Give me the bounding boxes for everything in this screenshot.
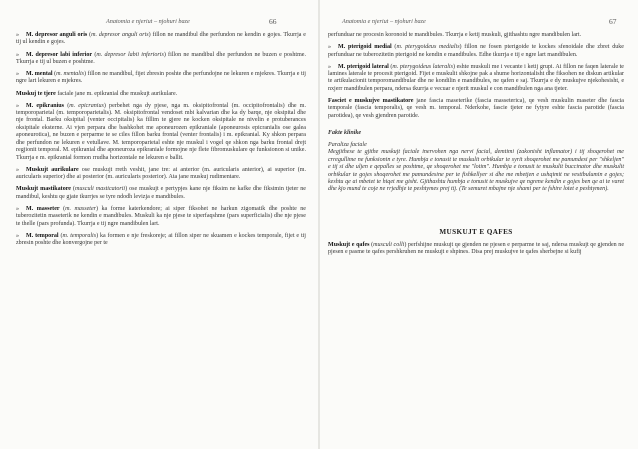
- bottom-text: perfshijne muskujt qe gjenden ne pjesen e perparme te saj, ndersa muskujt qe gjenden ne pjesen e pasme te qafes pershkruhen ne muskujt e shpines. Disa prej muskujve te qafes sherbejne si kufij: [328, 241, 624, 256]
- left-running-header: [16, 18, 306, 32]
- latin-term: m. temporalis: [62, 232, 97, 239]
- latin-term: m. pterygoideus medialis: [396, 44, 460, 51]
- latin-term: m. masseter: [65, 205, 96, 212]
- left-paragraph: [16, 167, 306, 182]
- right-page-body: [328, 32, 624, 120]
- left-paragraph: » M. epikranius (m. epicranius) perbehet nga dy pjese, nga m. oksipitofrontal (m. occipitofrontalis) dhe m. temporoparietal (m. temporoparietalis). M. oksipitofrontal vendoset mbi kalvarian dhe ka dy barqe, nje oksipital dhe nje frontal. Barku oksipital (venter occipitalis) ka fillim te gjere ne kocken oksipitale ne nivelin e protuberances oksipitale eksterne. Ai vjen perpara dhe bashkohet me aponeurozen epikraniale (aponeurosis epicranialis ose galea aponeurotica), ne buzen e perparme te se ciles fillon barku frontal (venter frontalis) i m. epikranial. Ky shkon perpara dhe perfundon ne lekuren e vetullave. M. temporoparietal eshte nje muskul i vogel qe shkon nga barku frontal drejt regjionit temporal. M. epikranial dhe aponeuroza epikraniale formojne nje flete fibromuskulare qe funksionon si unike. Tkurrja e m. epikranial formon rrudha horizontale ne lekuren e ballit.: [16, 102, 306, 161]
- paragraph-text: perbehet nga dy pjese, nga m. oksipitofrontal (m. occipitofrontalis) dhe m. temporoparietal (m. temporoparietalis). M. oksipitofrontal vendoset mbi kalvarian dhe ka dy barqe, nje oksipital dhe nje frontal. Barku oksipital (venter occipitalis) ka fillim te gjere ne kocken oksipitale ne nivelin e protuberances oksipitale eksterne. Ai vjen perpara dhe bashkohet me aponeurozen epikraniale (aponeurosis epicranialis ose galea aponeurotica), ne buzen e perparme te se ciles fillon barku frontal (venter frontalis) i m. epikranial. Ky shkon perpara dhe perfundon ne lekuren e vetullave. M. temporoparietal eshte nje muskul i vogel qe shkon nga barku frontal drejt regjionit temporal. M. epikranial dhe aponeuroza epikraniale formojne nje flete fibromuskulare qe funksionon si unike. Tkurrja e m. epikranial formon rrudha horizontale ne lekuren e ballit.: [16, 102, 306, 161]
- bullet-marker: »: [16, 71, 20, 77]
- clinical-title: Fakte klinike: [328, 130, 362, 137]
- left-header-title: Anatomia e njeriut – njohuri baze: [106, 18, 190, 25]
- paragraph-text: jane fascia maseterike (fascia masseterica), qe vesh muskulin maseter dhe fascia temporale (fascia temporalis), qe vesh m. temporal. Nderkohe, fascie tjeter ne fytyre eshte fascia parotide (fascia parotidea), qe vesh gjendren parotide.: [328, 97, 624, 119]
- bullet-marker: »: [16, 205, 20, 212]
- right-paragraph: [328, 98, 624, 120]
- paragraph-text: ka forme katerkendore; ai siper fiksohet ne harkun zigomatik dhe poshte ne tuberozitetin maseterik ne kendin e mandibules. Muskuli ka nje pjese te siperfaqshme (pars superficialis) dhe nje pjese te thelle (pars profunda). Tkurrja e tij ngre mandibulen lart.: [16, 205, 306, 227]
- clinical-box: [328, 130, 624, 194]
- bullet-marker: »: [328, 44, 332, 51]
- muscle-term: M. temporal: [26, 232, 59, 239]
- muscle-term: Muskuj te tjere: [16, 90, 56, 97]
- muscle-term: M. depresor anguli oris: [26, 32, 88, 38]
- muscle-term: Muskujt aurikulare: [26, 166, 79, 173]
- latin-term: m. depresor anguli oris: [91, 32, 149, 38]
- bottom-term: Muskujt e qafes: [328, 241, 370, 248]
- section-heading: MUSKUJT E QAFES: [439, 227, 513, 236]
- muscle-term: M. pterigoid medial: [338, 44, 392, 51]
- bullet-marker: »: [16, 166, 20, 173]
- muscle-term: M. epikranius: [26, 102, 64, 109]
- bullet-marker: »: [16, 32, 20, 38]
- left-paragraph: » M. masseter (m. masseter) ka forme katerkendore; ai siper fiksohet ne harkun zigomatik dhe poshte ne tuberozitetin maseterik ne kendin e mandibules. Muskuli ka nje pjese te siperfaqshme (pars superficialis) dhe nje pjese te thelle (pars profunda). Tkurrja e tij ngre mandibulen lart.: [16, 205, 306, 227]
- muscle-term: M. depresor labi inferior: [26, 51, 93, 58]
- left-paragraph: Muskujt mastikatore (musculi masticatorii) ose muskujt e pertypjes kane nje fiksim ne kafke dhe fiksimin tjeter ne mandibul, keshtu qe gjate tkurrjes se tyre ndodh levizja e mandibules.: [16, 186, 306, 200]
- paragraph-text: fillon ne mandibul dhe perfundon ne kendin e gojes. Tkurrja e tij ul kendin e gojes.: [16, 32, 306, 46]
- left-page: [0, 0, 318, 449]
- left-page-number: 66: [269, 17, 277, 26]
- left-paragraph: [16, 91, 306, 98]
- right-header-title: Anatomia e njeriut – njohuri baze: [342, 18, 426, 25]
- paragraph-text: fillon ne fosen pterigoide te kockes sfenoidale dhe zbret duke perfunduar ne tuberozitetin pterigoid ne kendin e mandibules. Edhe tkurrja e tij e ngre lart mandibulen.: [328, 44, 624, 58]
- muscle-term: M. pterigoid lateral: [338, 63, 389, 70]
- bullet-marker: »: [16, 232, 20, 239]
- right-paragraph: [328, 32, 624, 39]
- paragraph-text: ose muskujt e pertypjes kane nje fiksim ne kafke dhe fiksimin tjeter ne mandibul, keshtu qe gjate tkurrjes se tyre ndodh levizja e mandibules.: [16, 186, 306, 200]
- paragraph-text: ka formen e nje freskoreje; ai fillon siper ne skuamen e kockes temporale, fijet e tij zbresin poshte dhe konvergojne per te: [16, 232, 306, 247]
- latin-term: musculi masticatorii: [75, 186, 126, 193]
- bottom-paragraph: Muskujt e qafes (musculi colli) perfshijne muskujt qe gjenden ne pjesen e perparme te saj, ndersa muskujt qe gjenden ne pjesen e pasme te qafes pershkruhen ne muskujt e shpines. Disa prej muskujve te qafes sherbejne si kufij: [328, 241, 624, 256]
- right-running-header: [328, 18, 624, 32]
- muscle-term: M. masseter: [26, 205, 60, 212]
- muscle-term: Muskujt mastikatore: [16, 186, 71, 193]
- paragraph-text: fillon ne mandibul dhe perfundon ne buzen e poshtme. Tkurrja e tij ul buzen e poshtme.: [16, 51, 306, 65]
- latin-term: m. pterygoideus lateralis: [392, 63, 453, 70]
- clinical-subtitle: Paraliza faciale: [328, 141, 367, 148]
- clinical-text: Megjithese te gjithe muskujt faciale inervohen nga nervi facial, demtimi (zakonisht inflamator) i tij shoqerohet me crregullime ne funksionin e tyre. Humbja e tonusit te muskulit orbikular te syrit shoqerohet me pamundesi per "shkeljen" e tij si dhe uljen e qepalles se poshtme, qe shoqerohet me "lotim". Humbja e tonusit te muskulit buccinator dhe muskulit orbikular te gojes shoqerohet me pamundesine per te fishkellyer si dhe me mbetjen e ushqimit ne vestibulumin e gojes; keshtu qe ai mbetet te hiqet me gisht. Gjithashtu humbja e tonusit te muskujve qe ngrene kendin e gojes ben qe ai te varet dhe kjo mund te coje ne rrjedhje te peshtymes prej tij. (Te semuret mbajne nje shami per te fshire lotet e peshtymen).: [328, 149, 624, 193]
- bullet-marker: »: [328, 63, 332, 70]
- bullet-marker: »: [16, 102, 20, 109]
- latin-term: m. epicranius: [69, 102, 104, 109]
- right-page: [320, 0, 638, 449]
- right-paragraph: » M. pterigoid medial (m. pterygoideus medialis) fillon ne fosen pterigoide te kockes sfenoidale dhe zbret duke perfunduar ne tuberozitetin pterigoid ne kendin e mandibules. Edhe tkurrja e tij e ngre lart mandibulen.: [328, 44, 624, 58]
- paragraph-text: perfunduar ne procesin koronoid te mandibules. Tkurrja e ketij muskuli, gjithashtu ngre mandibulen lart.: [328, 32, 582, 38]
- left-paragraph: » M. mental (m. mentalis) fillon ne mandibul, fijet zbresin poshte dhe perfundojne ne lekuren e mjekres. Tkurrja e tij ngre lart lekuren e mjekres.: [16, 71, 306, 85]
- left-paragraph: » M. depresor anguli oris (m. depresor anguli oris) fillon ne mandibul dhe perfundon ne kendin e gojes. Tkurrja e tij ul kendin e gojes.: [16, 32, 306, 46]
- bottom-latin: musculi colli: [373, 241, 405, 248]
- paragraph-text: ose muskujt rreth veshit, jane tre: ai anterior (m. auricularis anterior), ai superior (m. auricularis superior) dhe ai posterior (m. auricularis posterior). Ata jane muskuj rudimentare.: [16, 166, 306, 181]
- right-paragraph: » M. pterigoid lateral (m. pterygoideus lateralis) eshte muskuli me i vecante i ketij grupi. Ai fillon ne faqen laterale te lamines laterale te procesit pterigoid. Fijet e muskulit shkojne pak a shume horizontalisht dhe fiksohen ne diskun artikular te artikulacionit temporomandibular dhe ne kondilin e mandibules, ne qafen e saj. Tkurrja e dy muskujve njekohesisht, e nxjerr mandibulen perpara, ndersa tkurrja e vecuar e njerit muskul e con mandibulen nga ana tjeter.: [328, 63, 624, 92]
- paragraph-text: eshte muskuli me i vecante i ketij grupi. Ai fillon ne faqen laterale te lamines laterale te procesit pterigoid. Fijet e muskulit shkojne pak a shume horizontalisht dhe fiksohen ne diskun artikular te artikulacionit temporomandibular dhe ne kondilin e mandibules, ne qafen e saj. Tkurrja e dy muskujve njekohesisht, e nxjerr mandibulen perpara, ndersa tkurrja e vecuar e njerit muskul e con mandibulen nga ana tjeter.: [328, 63, 624, 92]
- paragraph-text: fillon ne mandibul, fijet zbresin poshte dhe perfundojne ne lekuren e mjekres. Tkurrja e tij ngre lart lekuren e mjekres.: [16, 71, 306, 85]
- left-page-body: [16, 32, 306, 248]
- paragraph-text: faciale jane m. epikranial dhe muskujt aurikulare.: [55, 90, 178, 97]
- muscle-term: M. mental: [26, 71, 53, 77]
- muscle-term: Fasciet e muskujve mastikatore: [328, 97, 414, 104]
- bullet-marker: »: [16, 51, 20, 58]
- left-paragraph: » M. temporal (m. temporalis) ka formen e nje freskoreje; ai fillon siper ne skuamen e kockes temporale, fijet e tij zbresin poshte dhe konvergojne per te: [16, 232, 306, 247]
- left-paragraph: » M. depresor labi inferior (m. depresor labii inferioris) fillon ne mandibul dhe perfundon ne buzen e poshtme. Tkurrja e tij ul buzen e poshtme.: [16, 51, 306, 65]
- latin-term: m. depresor labii inferioris: [96, 51, 164, 58]
- right-page-number: 67: [609, 17, 617, 26]
- latin-term: m. mentalis: [56, 71, 85, 77]
